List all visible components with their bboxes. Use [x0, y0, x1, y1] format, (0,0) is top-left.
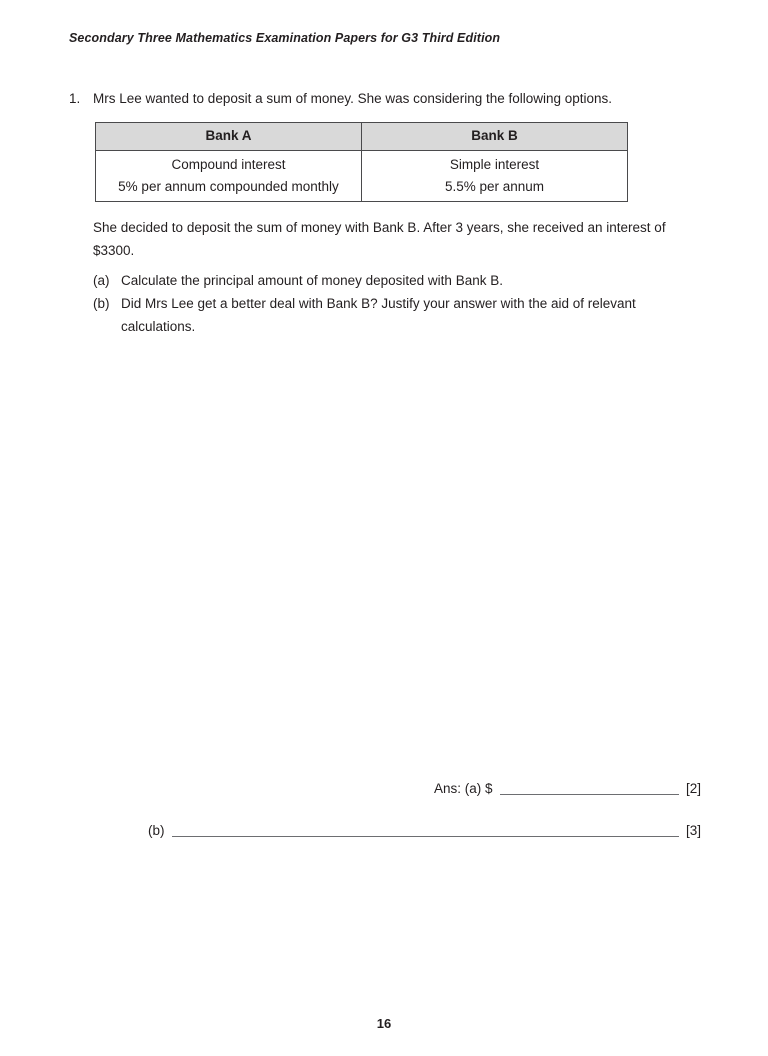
question-content [93, 88, 700, 339]
bank-a-interest-type: Compound interest [171, 156, 286, 172]
question-part-a [93, 270, 700, 293]
bank-a-cell [96, 150, 362, 202]
part-b-text: Did Mrs Lee get a better deal with Bank B? Justify your answer with the aid of relevant calculations. [121, 296, 636, 335]
part-b-label: (b) [93, 296, 110, 312]
bank-options-table [95, 122, 628, 202]
part-a-label: (a) [93, 273, 110, 289]
answer-a-marks: [2] [685, 781, 701, 796]
question-row [69, 88, 707, 339]
part-a-text: Calculate the principal amount of money deposited with Bank B. [121, 273, 503, 289]
answer-b-prefix: (b) [148, 823, 165, 838]
table-body-row [96, 150, 628, 202]
bank-a-rate: 5% per annum compounded monthly [118, 179, 339, 195]
answer-line-a [434, 781, 701, 796]
question-intro-text: Mrs Lee wanted to deposit a sum of money. She was considering the following options. [93, 91, 613, 106]
bank-b-interest-type: Simple interest [449, 156, 540, 172]
table-header-row [96, 122, 628, 150]
answer-b-blank-line [172, 823, 679, 837]
running-header-title: Secondary Three Mathematics Examination Papers for G3 Third Edition [69, 31, 501, 45]
question-number: 1. [69, 91, 81, 106]
answer-a-blank-line [500, 781, 679, 795]
question-body-text: She decided to deposit the sum of money with Bank B. After 3 years, she received an interest of $3300. [93, 220, 666, 259]
bank-b-rate: 5.5% per annum [444, 179, 545, 195]
answer-b-marks: [3] [685, 823, 701, 838]
bank-b-cell [362, 150, 628, 202]
question-1 [69, 88, 707, 339]
page-number: 16 [376, 1016, 392, 1031]
answer-line-b [148, 823, 701, 838]
table-header-bank-b: Bank B [362, 122, 628, 150]
table-header-bank-a: Bank A [96, 122, 362, 150]
question-part-b [93, 293, 700, 339]
answer-a-prefix: Ans: (a) $ [434, 781, 493, 796]
